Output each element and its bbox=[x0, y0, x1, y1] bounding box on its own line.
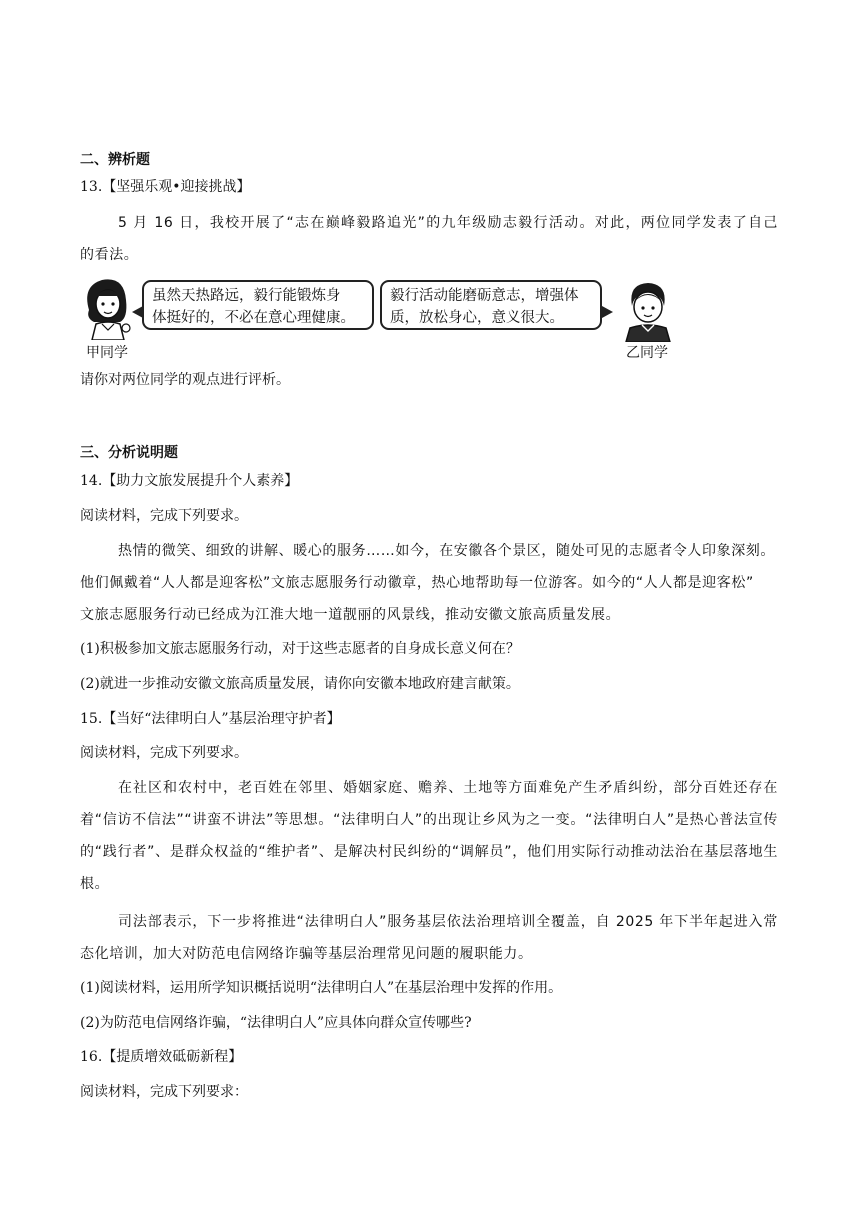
question-16-instruction: 阅读材料，完成下列要求： bbox=[80, 1084, 248, 1100]
speech-b-line-2: 质，放松身心，意义很大。 bbox=[390, 310, 564, 326]
question-15-material-1-line-3: 的“践行者”、是群众权益的“维护者”、是解决村民纠纷的“调解员”，他们用实际行动推动法治在基层落地生 bbox=[80, 844, 778, 860]
question-14-sub-2: (2)就进一步推动安徽文旅高质量发展，请你向安徽本地政府建言献策。 bbox=[80, 676, 520, 692]
question-14-sub-1: (1)积极参加文旅志愿服务行动，对于这些志愿者的自身成长意义何在？ bbox=[80, 641, 520, 657]
question-15-material-1-line-1: 在社区和农村中，老百姓在邻里、婚姻家庭、赡养、土地等方面难免产生矛盾纠纷，部分百姓还存在 bbox=[118, 780, 778, 796]
question-15-material-1-line-4: 根。 bbox=[80, 876, 110, 892]
question-15-material-2-line-2: 态化培训，加大对防范电信网络诈骗等基层治理常见问题的履职能力。 bbox=[80, 946, 533, 962]
question-13-material-line-2: 的看法。 bbox=[80, 247, 139, 263]
question-14-material-line-2: 他们佩戴着“人人都是迎客松”文旅志愿服务行动徽章，热心地帮助每一位游客。如今的“人人都是迎客松” bbox=[80, 575, 754, 591]
question-15-instruction: 阅读材料，完成下列要求。 bbox=[80, 745, 248, 761]
question-15-sub-1: (1)阅读材料，运用所学知识概括说明“法律明白人”在基层治理中发挥的作用。 bbox=[80, 980, 563, 996]
question-14-material-line-1: 热情的微笑、细致的讲解、暖心的服务……如今，在安徽各个景区，随处可见的志愿者令人印象深刻。 bbox=[118, 543, 775, 559]
student-a-caption: 甲同学 bbox=[86, 345, 128, 361]
question-15-title: 15.【当好“法律明白人”基层治理守护者】 bbox=[80, 711, 341, 727]
speech-bubble-student-b bbox=[380, 280, 602, 330]
question-13-material-line-1: 5 月 16 日，我校开展了“志在巅峰毅路追光”的九年级励志毅行活动。对此，两位同学发表了自己 bbox=[118, 215, 778, 231]
question-15-sub-2: (2)为防范电信网络诈骗，“法律明白人”应具体向群众宣传哪些? bbox=[80, 1015, 472, 1031]
section-heading-discrimination: 二、辨析题 bbox=[80, 152, 150, 168]
student-dialogue-illustration bbox=[80, 276, 680, 366]
speech-a-line-2: 体挺好的，不必在意心理健康。 bbox=[152, 310, 355, 326]
speech-a-line-1: 虽然天热路远，毅行能锻炼身 bbox=[152, 288, 341, 304]
student-b-caption: 乙同学 bbox=[626, 345, 668, 361]
question-13-title: 13.【坚强乐观•迎接挑战】 bbox=[80, 179, 251, 195]
question-15-material-1-line-2: 着“信访不信法”“讲蛮不讲法”等思想。“法律明白人”的出现让乡风为之一变。“法律明白人”是热心普法宣传 bbox=[80, 812, 778, 828]
speech-bubble-tail-b bbox=[602, 306, 613, 318]
question-14-title: 14.【助力文旅发展提升个人素养】 bbox=[80, 473, 299, 489]
speech-bubble-student-a bbox=[142, 280, 374, 330]
question-16-title: 16.【提质增效砥砺新程】 bbox=[80, 1049, 243, 1065]
question-15-material-2-line-1: 司法部表示，下一步将推进“法律明白人”服务基层依法治理培训全覆盖，自 2025 年下半年起进入常 bbox=[118, 914, 778, 930]
section-heading-analysis: 三、分析说明题 bbox=[80, 445, 178, 461]
boy-student-figure bbox=[618, 280, 678, 342]
question-14-material-line-3: 文旅志愿服务行动已经成为江淮大地一道靓丽的风景线，推动安徽文旅高质量发展。 bbox=[80, 607, 621, 623]
girl-student-figure bbox=[80, 276, 136, 340]
question-14-instruction: 阅读材料，完成下列要求。 bbox=[80, 508, 248, 524]
speech-b-line-1: 毅行活动能磨砺意志，增强体 bbox=[390, 288, 579, 304]
question-13-task: 请你对两位同学的观点进行评析。 bbox=[80, 372, 290, 388]
